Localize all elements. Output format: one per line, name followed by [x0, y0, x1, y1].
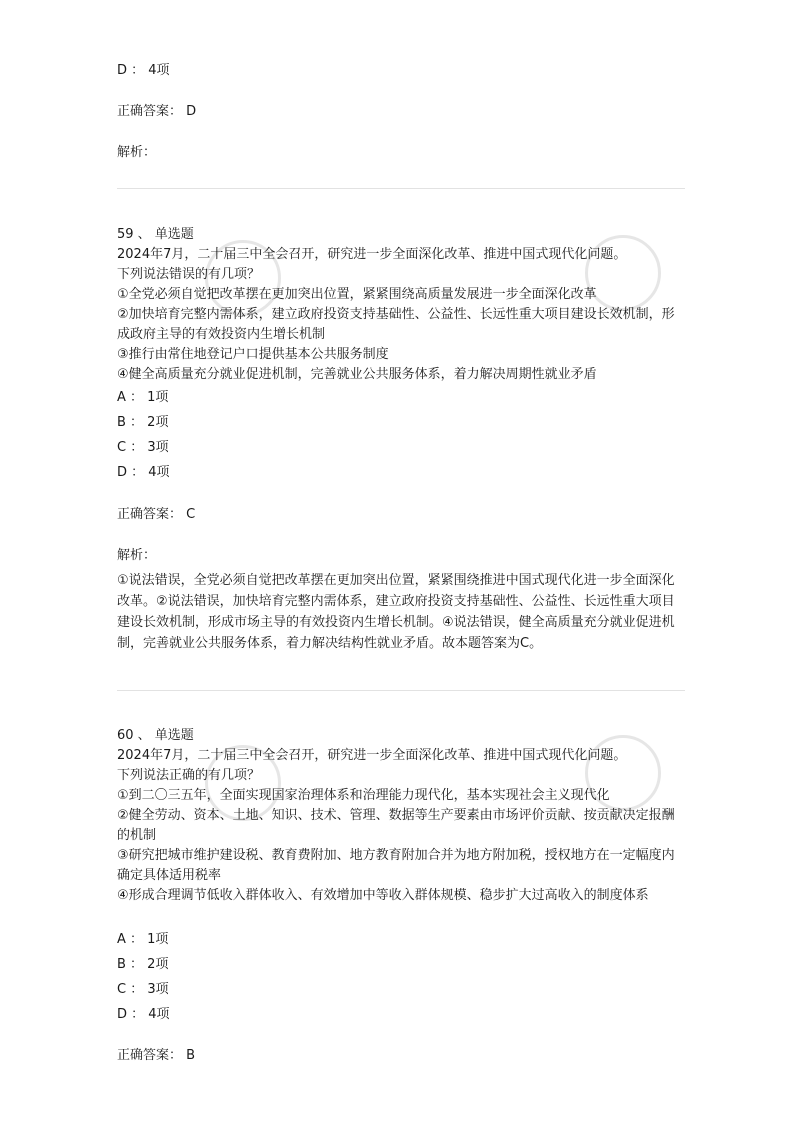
q59-option-b: B ： 2项 — [117, 415, 169, 430]
q59-option-a: A ： 1项 — [117, 390, 169, 405]
q58-option-d: D ： 4项 — [117, 63, 170, 78]
q60-answer: 正确答案： B — [117, 1048, 196, 1063]
q60-option-c: C ： 3项 — [117, 982, 169, 997]
q59-number: 59 、 单选题 — [117, 227, 194, 242]
q60-stem-line: ①到二〇三五年，全面实现国家治理体系和治理能力现代化，基本实现社会主义现代化 — [117, 788, 610, 803]
q60-stem-line: ④形成合理调节低收入群体收入、有效增加中等收入群体规模、稳步扩大过高收入的制度体系 — [117, 888, 649, 903]
q58-answer: 正确答案： D — [117, 104, 197, 119]
divider — [117, 690, 685, 691]
q60-stem — [117, 746, 685, 906]
q60-stem-line: ②健全劳动、资本、土地、知识、技术、管理、数据等生产要素由市场评价贡献、按贡献决定报酬的机制 — [117, 808, 675, 843]
q59-answer: 正确答案： C — [117, 507, 196, 522]
q60-stem-line: 2024年7月，二十届三中全会召开，研究进一步全面深化改革、推进中国式现代化问题。 — [117, 748, 627, 763]
q60-stem-line: ③研究把城市维护建设税、教育费附加、地方教育附加合并为地方附加税，授权地方在一定幅度内确定具体适用税率 — [117, 848, 675, 883]
q60-stem-line: 下列说法正确的有几项？ — [117, 768, 261, 783]
q60-option-b: B ： 2项 — [117, 957, 169, 972]
q60-number: 60 、 单选题 — [117, 728, 194, 743]
q59-stem — [117, 245, 685, 385]
q59-stem-line: 下列说法错误的有几项？ — [117, 267, 261, 282]
q59-option-d: D ： 4项 — [117, 465, 170, 480]
q59-analysis-label: 解析： — [117, 548, 157, 563]
q59-analysis: ①说法错误，全党必须自觉把改革摆在更加突出位置，紧紧围绕推进中国式现代化进一步全面深化改革。②说法错误，加快培育完整内需体系，建立政府投资支持基础性、公益性、长远性重大项目建设长效机制，形成市场主导的有效投资内生增长机制。④说法错误，健全高质量充分就业促进机制，完善就业公共服务体系，着力解决结构性就业矛盾。故本题答案为C。 — [117, 573, 675, 651]
divider — [117, 188, 685, 189]
q60-option-d: D ： 4项 — [117, 1007, 170, 1022]
q59-stem-line: 2024年7月，二十届三中全会召开，研究进一步全面深化改革、推进中国式现代化问题。 — [117, 247, 627, 262]
q59-stem-line: ③推行由常住地登记户口提供基本公共服务制度 — [117, 347, 389, 362]
q58-analysis-label: 解析： — [117, 145, 157, 160]
q59-stem-line: ①全党必须自觉把改革摆在更加突出位置，紧紧围绕高质量发展进一步全面深化改革 — [117, 287, 597, 302]
q59-stem-line: ④健全高质量充分就业促进机制，完善就业公共服务体系，着力解决周期性就业矛盾 — [117, 367, 597, 382]
q60-option-a: A ： 1项 — [117, 932, 169, 947]
q59-option-c: C ： 3项 — [117, 440, 169, 455]
q59-stem-line: ②加快培育完整内需体系，建立政府投资支持基础性、公益性、长远性重大项目建设长效机制，形成政府主导的有效投资内生增长机制 — [117, 307, 675, 342]
